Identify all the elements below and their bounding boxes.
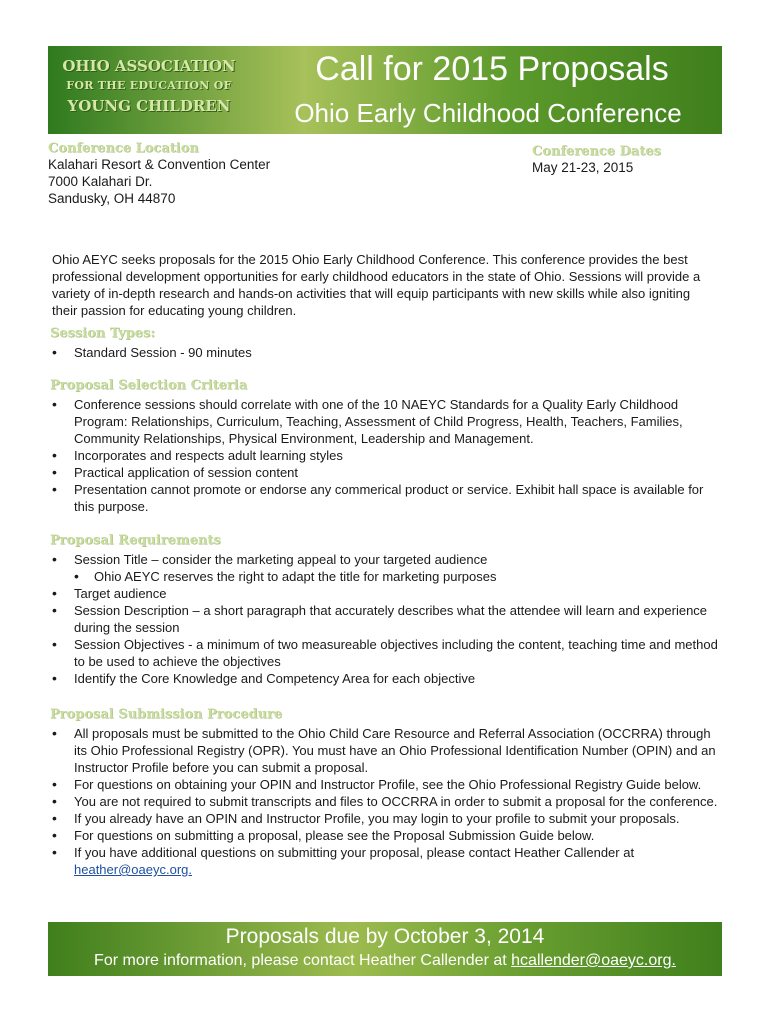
org-name-line-2: FOR THE EDUCATION OF [66, 79, 232, 92]
footer-email-link[interactable]: hcallender@oaeyc.org. [511, 952, 676, 969]
header-banner [48, 46, 722, 134]
list-item: • You are not required to submit transcripts and files to OCCRRA in order to submit a proposal for the conference. [50, 793, 720, 810]
contact-info-text: For more information, please contact Heather Callender at [94, 952, 507, 969]
criteria-heading: Proposal Selection Criteria [50, 378, 248, 393]
requirements-section [50, 532, 720, 687]
deadline-text: Proposals due by October 3, 2014 [225, 925, 545, 948]
session-types-section [50, 325, 720, 361]
footer-banner [48, 922, 722, 976]
contact-text: If you have additional questions on submitting your proposal, please contact Heather Callender at [74, 845, 635, 860]
list-item: • Session Description – a short paragraph that accurately describes what the attendee will learn and experience during the session [50, 602, 720, 636]
contact-info [48, 951, 722, 971]
list-item: • For questions on submitting a proposal, please see the Proposal Submission Guide below. [50, 827, 720, 844]
list-item: • Standard Session - 90 minutes [50, 344, 720, 361]
procedure-heading: Proposal Submission Procedure [50, 707, 283, 722]
list-item: • Conference sessions should correlate with one of the 10 NAEYC Standards for a Quality Early Childhood Program: Relationships, Curriculum, Teaching, Assessment of Child Progress, Health, Teachers, Families, Community Relationships, Physical Environment, Leadership and Management. [50, 396, 720, 447]
location-venue: Kalahari Resort & Convention Center [48, 157, 271, 172]
list-item: • All proposals must be submitted to the Ohio Child Care Resource and Referral Association (OCCRRA) through its Ohio Professional Registry (OPR). You must have an Ohio Professional Identification Number (OPIN) and an Instructor Profile before you can submit a proposal. [50, 725, 720, 776]
list-subitem: • Ohio AEYC reserves the right to adapt the title for marketing purposes [50, 568, 720, 585]
requirements-list [50, 551, 720, 687]
requirements-heading: Proposal Requirements [50, 533, 221, 548]
procedure-section [50, 706, 720, 878]
list-item: • Incorporates and respects adult learning styles [50, 447, 720, 464]
list-item: • Presentation cannot promote or endorse any commerical product or service. Exhibit hall space is available for this purpose. [50, 481, 720, 515]
session-types-list [50, 344, 720, 361]
list-item: • If you already have an OPIN and Instructor Profile, you may login to your profile to submit your proposals. [50, 810, 720, 827]
list-item: • Session Objectives - a minimum of two measureable objectives including the content, teaching time and method to be used to achieve the objectives [50, 636, 720, 670]
org-name-line-3: YOUNG CHILDREN [67, 97, 231, 115]
conference-dates [532, 144, 732, 176]
list-item: • Identify the Core Knowledge and Competency Area for each objective [50, 670, 720, 687]
procedure-list [50, 725, 720, 878]
list-item: • Target audience [50, 585, 720, 602]
contact-email-link[interactable]: heather@oaeyc.org. [74, 862, 192, 877]
session-types-heading: Session Types: [50, 326, 156, 341]
conference-location [48, 141, 468, 207]
location-label: Conference Location [48, 141, 199, 156]
list-item: • Practical application of session content [50, 464, 720, 481]
list-item: • Session Title – consider the marketing appeal to your targeted audience [50, 551, 720, 568]
list-item [50, 844, 720, 878]
criteria-list [50, 396, 720, 515]
criteria-section [50, 377, 720, 515]
dates-value: May 21-23, 2015 [532, 160, 634, 175]
page-subtitle: Ohio Early Childhood Conference [294, 98, 682, 128]
location-city: Sandusky, OH 44870 [48, 191, 176, 206]
list-item: • For questions on obtaining your OPIN and Instructor Profile, see the Ohio Professional Registry Guide below. [50, 776, 720, 793]
org-name-line-1: OHIO ASSOCIATION [62, 57, 236, 75]
page-title: Call for 2015 Proposals [315, 50, 669, 88]
org-logo-text [54, 56, 244, 116]
location-street: 7000 Kalahari Dr. [48, 174, 153, 189]
intro-paragraph: Ohio AEYC seeks proposals for the 2015 Ohio Early Childhood Conference. This conference provides the best professional development opportunities for early childhood educators in the state of Ohio. Sessions will provide a variety of in-depth research and hands-on activities that will equip participants with new skills while also igniting their passion for educating young children. [52, 252, 701, 318]
dates-label: Conference Dates [532, 144, 661, 159]
